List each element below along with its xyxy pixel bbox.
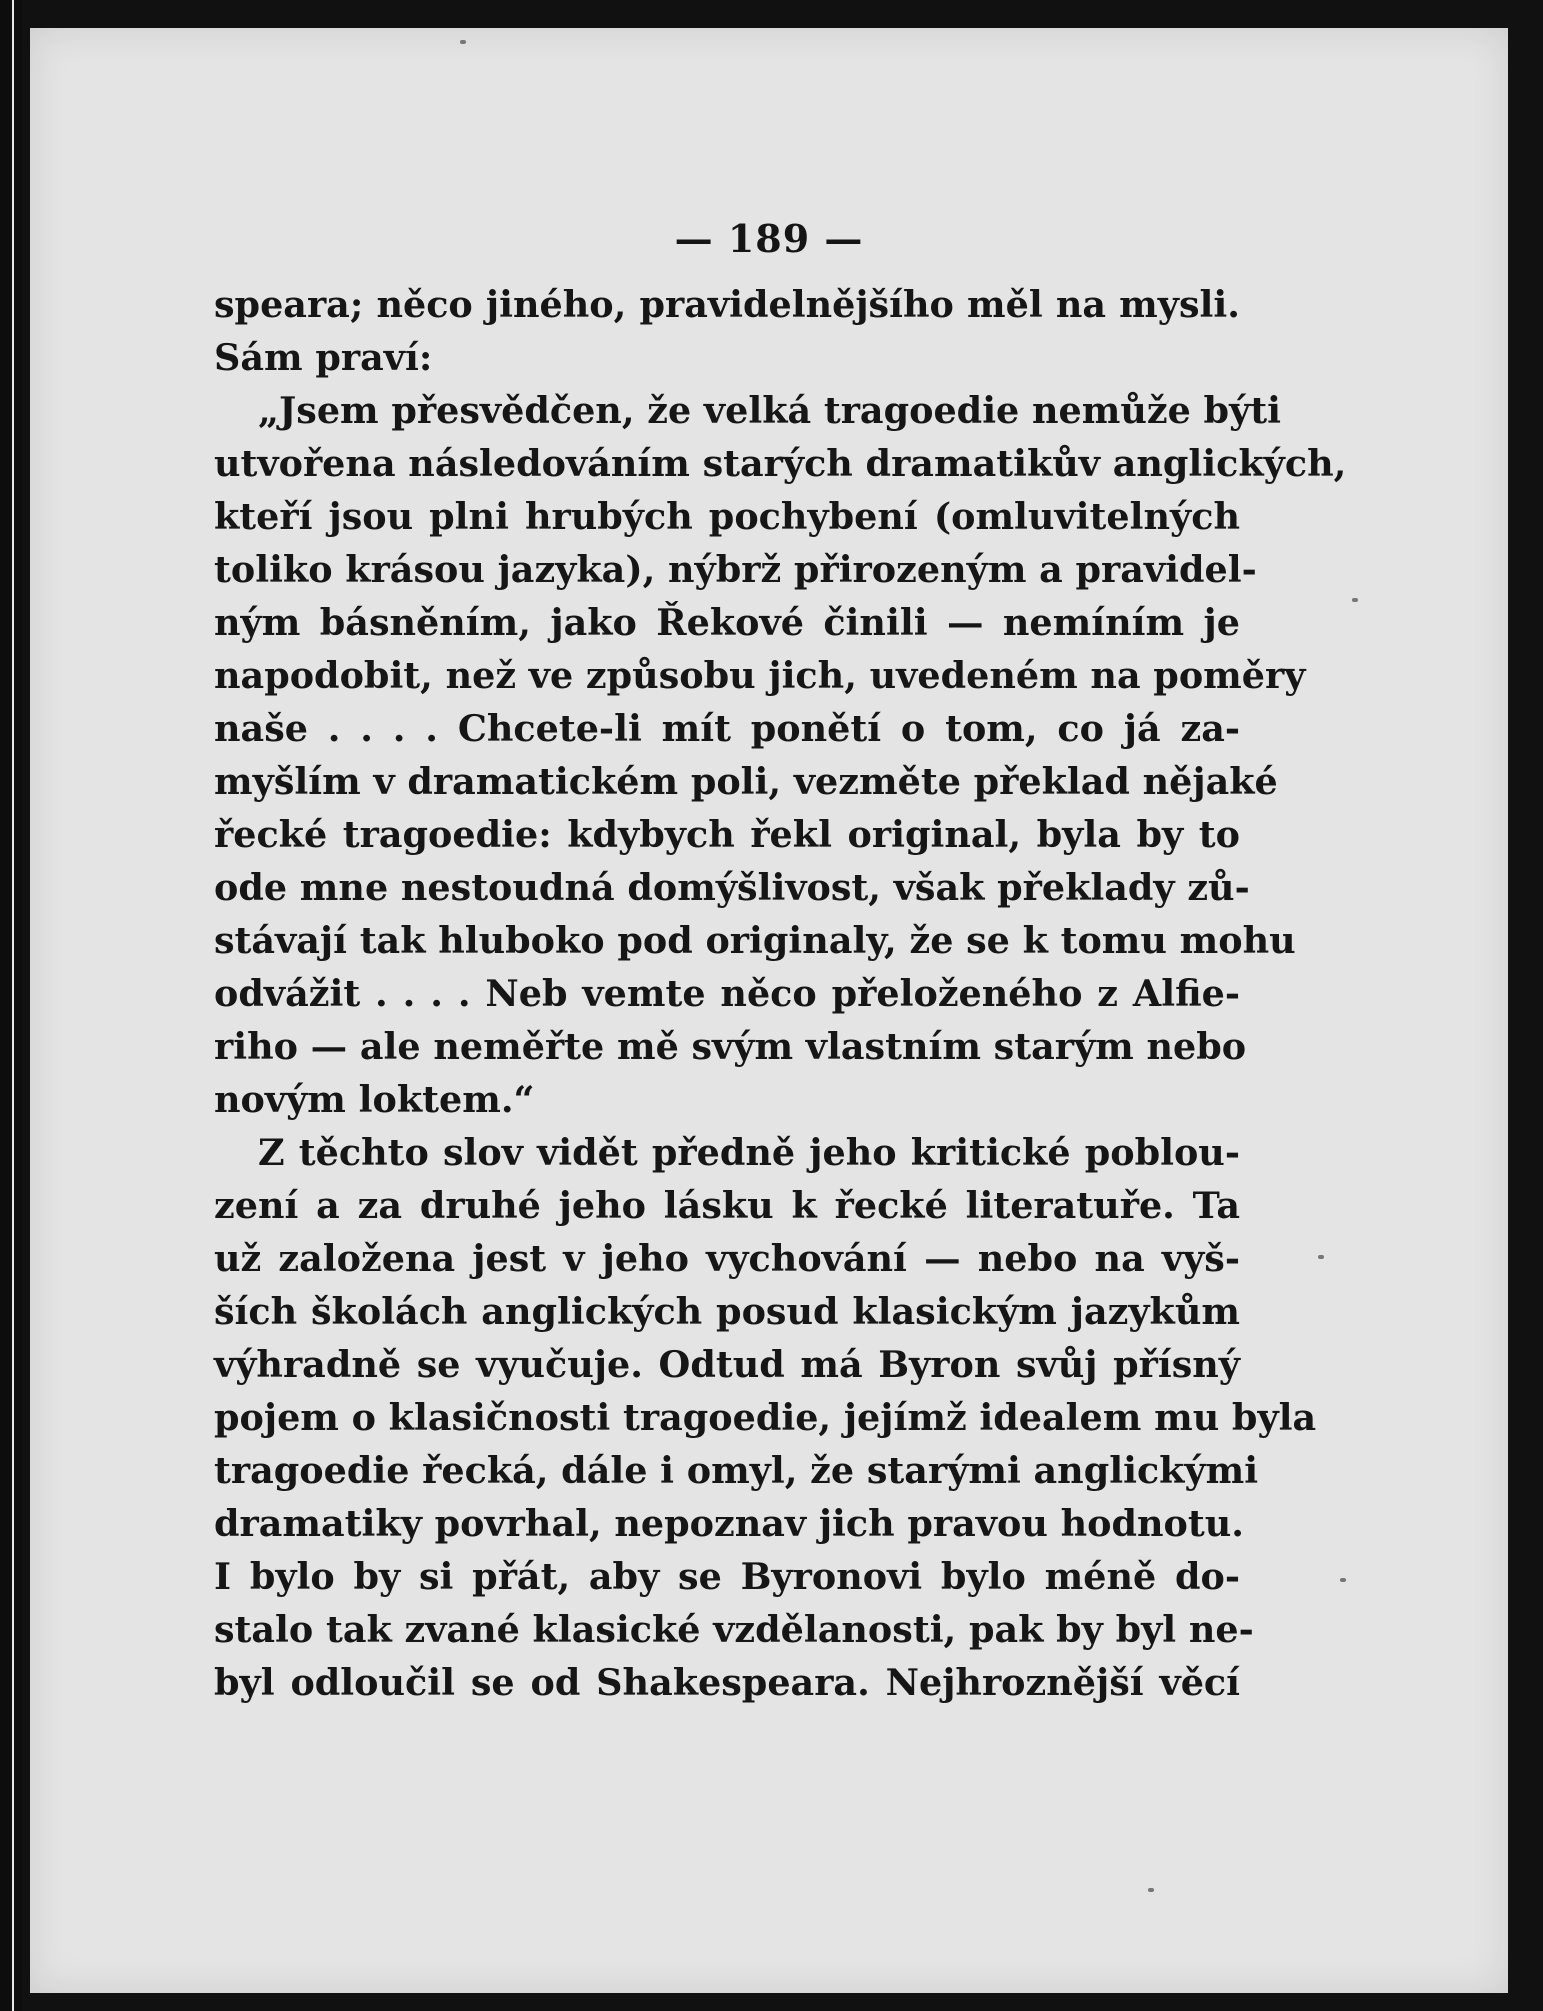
text-line: řecké tragoedie: kdybych řekl original, byla by to bbox=[214, 813, 1240, 856]
text-line: myšlím v dramatickém poli, vezměte překlad nějaké bbox=[214, 760, 1278, 803]
text-line: I bylo by si přát, aby se Byronovi bylo méně do- bbox=[214, 1555, 1240, 1598]
scan-speck bbox=[1148, 1888, 1154, 1892]
scan-left-border bbox=[0, 0, 22, 2011]
scan-speck bbox=[1318, 1255, 1324, 1259]
text-line: pojem o klasičnosti tragoedie, jejímž idealem mu byla bbox=[214, 1396, 1317, 1439]
text-line: už založena jest v jeho vychování — nebo na vyš- bbox=[214, 1237, 1240, 1280]
text-line: ších školách anglických posud klasickým jazykům bbox=[214, 1290, 1240, 1333]
text-line: „Jsem přesvědčen, že velká tragoedie nemůže býti bbox=[258, 389, 1282, 432]
text-line: kteří jsou plni hrubých pochybení (omluvitelných bbox=[214, 495, 1240, 538]
text-line: Z těchto slov vidět předně jeho kritické poblou- bbox=[258, 1131, 1240, 1174]
text-line: ode mne nestoudná domýšlivost, však překlady zů- bbox=[214, 866, 1250, 909]
text-line: naše . . . . Chcete-li mít ponětí o tom, co já za- bbox=[214, 707, 1240, 750]
text-line: dramatiky povrhal, nepoznav jich pravou hodnotu. bbox=[214, 1502, 1244, 1545]
text-line: ným básněním, jako Řekové činili — nemíním je bbox=[214, 601, 1240, 644]
text-line: stávají tak hluboko pod originaly, že se k tomu mohu bbox=[214, 919, 1296, 962]
text-line: speara; něco jiného, pravidelnějšího měl na mysli. bbox=[214, 283, 1240, 326]
body-text bbox=[214, 278, 1347, 1709]
text-line: stalo tak zvané klasické vzdělanosti, pak by byl ne- bbox=[214, 1608, 1254, 1651]
text-line: byl odloučil se od Shakespeara. Nejhroznější věcí bbox=[214, 1661, 1240, 1704]
page-number: — 189 — bbox=[674, 216, 864, 261]
text-line: napodobit, než ve způsobu jich, uvedeném na poměry bbox=[214, 654, 1306, 697]
scan-speck bbox=[460, 40, 466, 44]
scan-speck bbox=[1340, 1578, 1346, 1582]
text-line: odvážit . . . . Neb vemte něco přeloženého z Alfie- bbox=[214, 972, 1240, 1015]
text-line: Sám praví: bbox=[214, 336, 433, 379]
text-line: riho — ale neměřte mě svým vlastním starým nebo bbox=[214, 1025, 1247, 1068]
scan-speck bbox=[1352, 598, 1358, 602]
text-line: výhradně se vyučuje. Odtud má Byron svůj přísný bbox=[214, 1343, 1240, 1386]
scan-left-line bbox=[12, 0, 14, 2011]
text-line: tragoedie řecká, dále i omyl, že starými anglickými bbox=[214, 1449, 1259, 1492]
text-line: novým loktem.“ bbox=[214, 1078, 535, 1121]
text-line: zení a za druhé jeho lásku k řecké literatuře. Ta bbox=[214, 1184, 1240, 1227]
text-line: utvořena následováním starých dramatikův anglických, bbox=[214, 442, 1347, 485]
text-line: toliko krásou jazyka), nýbrž přirozeným a pravidel- bbox=[214, 548, 1257, 591]
